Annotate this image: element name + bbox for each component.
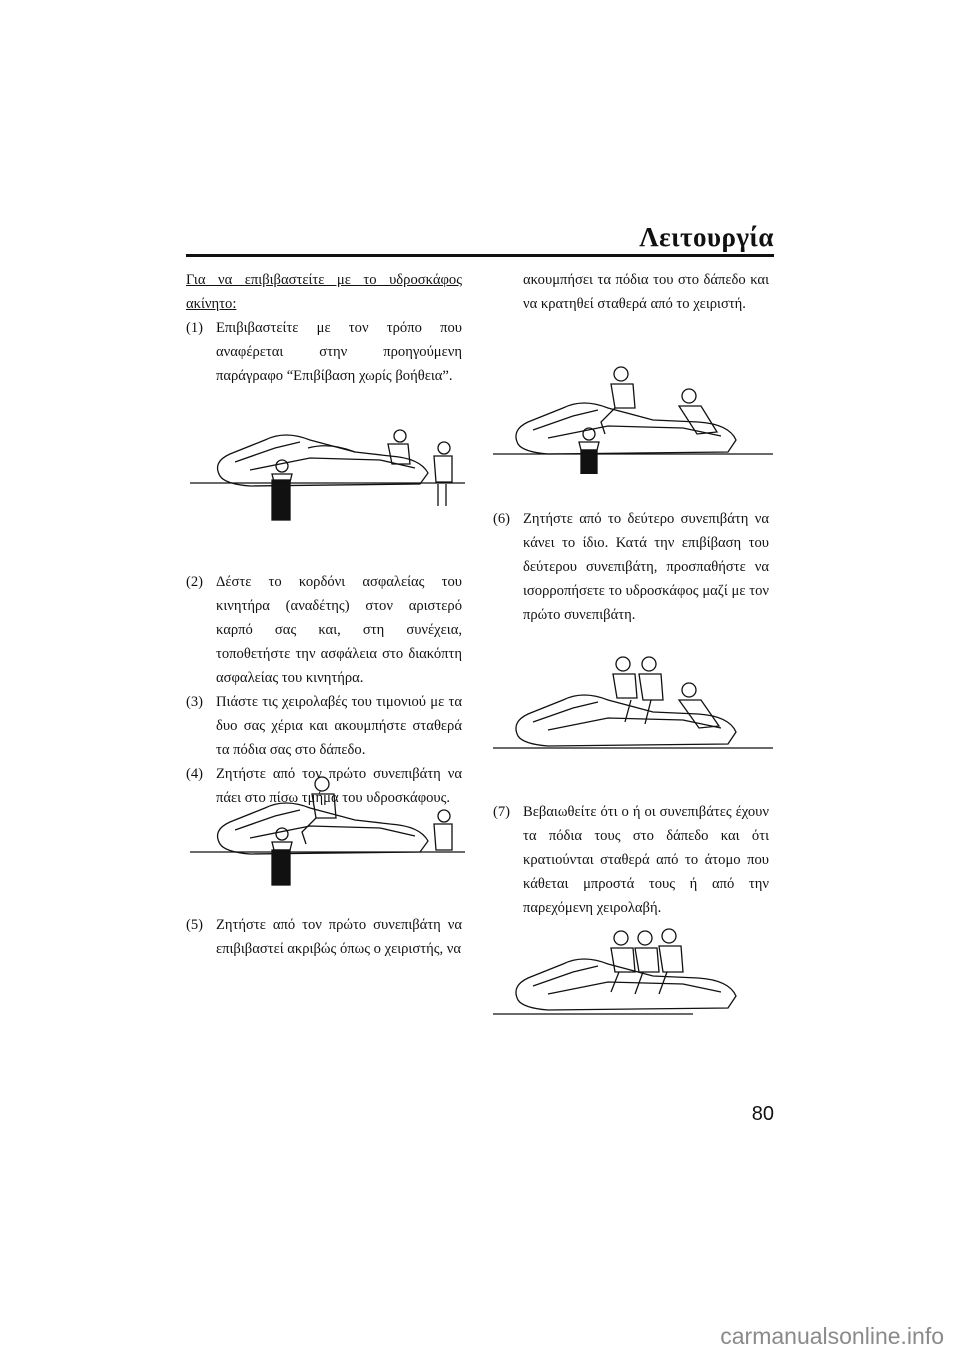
operator-head: [315, 777, 329, 791]
header-rule: [186, 254, 774, 257]
operator-vest: [613, 674, 637, 698]
illustration-boarding-step-6: [493, 652, 773, 760]
operator-legs: [302, 818, 316, 844]
hull-stripe: [548, 982, 721, 994]
operator-legs: [601, 408, 615, 434]
passenger-legs: [438, 484, 446, 506]
hull-stripe: [235, 442, 300, 462]
step-text: Ζητήστε από το δεύτερο συνεπιβάτη να κάνει το ίδιο. Κατά την επιβίβαση του δεύτερου συνεπιβάτη, προσπαθήστε να ισορροπήσετε το υδροσκάφος μαζί με τον πρώτο συνεπιβάτη.: [523, 511, 769, 623]
step-text: Επιβιβαστείτε με τον τρόπο που αναφέρεται στην προηγούμενη παράγραφο “Επιβίβαση χωρίς βοήθεια”.: [216, 320, 462, 384]
step-5-continuation: ακουμπήσει τα πόδια του στο δάπεδο και να κρατηθεί σταθερά από το χειριστή.: [523, 272, 769, 312]
watermark: carmanualsonline.info: [720, 1323, 944, 1349]
helper-head: [276, 460, 288, 472]
hull-stripe: [235, 810, 300, 830]
section-heading: Για να επιβιβαστείτε με το υδροσκάφος ακίνητο:: [186, 272, 462, 312]
step-3: [186, 690, 462, 762]
page-title: Λειτουργία: [639, 222, 774, 252]
hull: [218, 435, 428, 486]
passenger-head: [642, 657, 656, 671]
helper-head: [276, 828, 288, 840]
riders-legs: [625, 700, 651, 724]
hull-stripe: [533, 702, 598, 722]
right-column-middle: [493, 507, 769, 627]
page-number: 80: [751, 1103, 774, 1125]
passenger-vest: [639, 674, 663, 700]
watercraft-illustration: [190, 418, 465, 523]
seat: [308, 446, 355, 452]
hull-stripe: [250, 826, 415, 838]
step-text: Ζητήστε από τον πρώτο συνεπιβάτη να επιβιβαστεί ακριβώς όπως ο χειριστής, να: [216, 917, 462, 957]
hull: [516, 403, 736, 454]
illustration-boarding-step-7: [493, 928, 773, 1020]
hull-stripe: [533, 966, 598, 986]
hull-stripe: [548, 718, 721, 730]
second-passenger-vest: [659, 946, 683, 972]
hull-stripe: [533, 410, 598, 430]
operator-head: [616, 657, 630, 671]
second-passenger-head: [662, 929, 676, 943]
passenger-head: [638, 931, 652, 945]
helper-legs: [272, 480, 290, 520]
operator-head: [614, 367, 628, 381]
step-number: (6): [493, 511, 511, 527]
step-text: Ζητήστε από τον πρώτο συνεπιβάτη να πάει στο πίσω τμήμα του υδροσκάφους.: [216, 766, 462, 806]
step-5: [186, 913, 462, 961]
step-number: (4): [186, 766, 204, 782]
right-column-bottom: [493, 800, 769, 920]
hull-stripe: [250, 458, 415, 470]
step-text: Δέστε το κορδόνι ασφαλείας του κινητήρα (αναδέτης) στον αριστερό καρπό σας και, στη συνέχεια, τοποθετήστε την ασφάλεια στο διακόπτη ασφαλείας του κινητήρα.: [216, 574, 462, 686]
illustration-boarding-step-4: [190, 772, 465, 887]
helper-legs: [581, 450, 597, 474]
passenger-head: [438, 442, 450, 454]
illustration-boarding-step-1: [190, 418, 465, 523]
illustration-boarding-step-5: [493, 362, 773, 474]
operator-head: [394, 430, 406, 442]
passenger-head: [438, 810, 450, 822]
passenger-vest: [679, 406, 717, 434]
step-number: (1): [186, 320, 204, 336]
watercraft-illustration: [190, 772, 465, 887]
passenger-vest: [434, 456, 452, 482]
operator-vest: [611, 384, 635, 408]
passenger-vest: [434, 824, 452, 850]
step-number: (5): [186, 917, 204, 933]
right-column-top: [493, 268, 769, 316]
watercraft-illustration: [493, 652, 773, 760]
operator-head: [614, 931, 628, 945]
step-number: (2): [186, 574, 204, 590]
left-column-bottom: [186, 913, 462, 961]
helper-vest: [579, 442, 599, 450]
helper-legs: [272, 850, 290, 885]
step-text: Βεβαιωθείτε ότι ο ή οι συνεπιβάτες έχουν τα πόδια τους στο δάπεδο και ότι κρατιούνται σταθερά από το άτομο που κάθεται μπροστά τους ή από την παρεχόμενη χειρολαβή.: [523, 804, 769, 916]
step-2: [186, 570, 462, 690]
step-7: [493, 800, 769, 920]
step-number: (3): [186, 694, 204, 710]
operator-vest: [388, 444, 410, 464]
watercraft-illustration: [493, 362, 773, 474]
watercraft-illustration: [493, 928, 773, 1020]
passenger-vest: [635, 948, 659, 972]
left-column-top: [186, 268, 462, 388]
step-1: [186, 316, 462, 388]
step-text: Πιάστε τις χειρολαβές του τιμονιού με τα δυο σας χέρια και ακουμπήστε σταθερά τα πόδια σας στο δάπεδο.: [216, 694, 462, 758]
step-6: [493, 507, 769, 627]
helper-vest: [272, 842, 292, 850]
hull: [218, 803, 428, 854]
second-passenger-head: [682, 683, 696, 697]
step-number: (7): [493, 804, 511, 820]
passenger-head: [682, 389, 696, 403]
hull: [516, 959, 736, 1010]
